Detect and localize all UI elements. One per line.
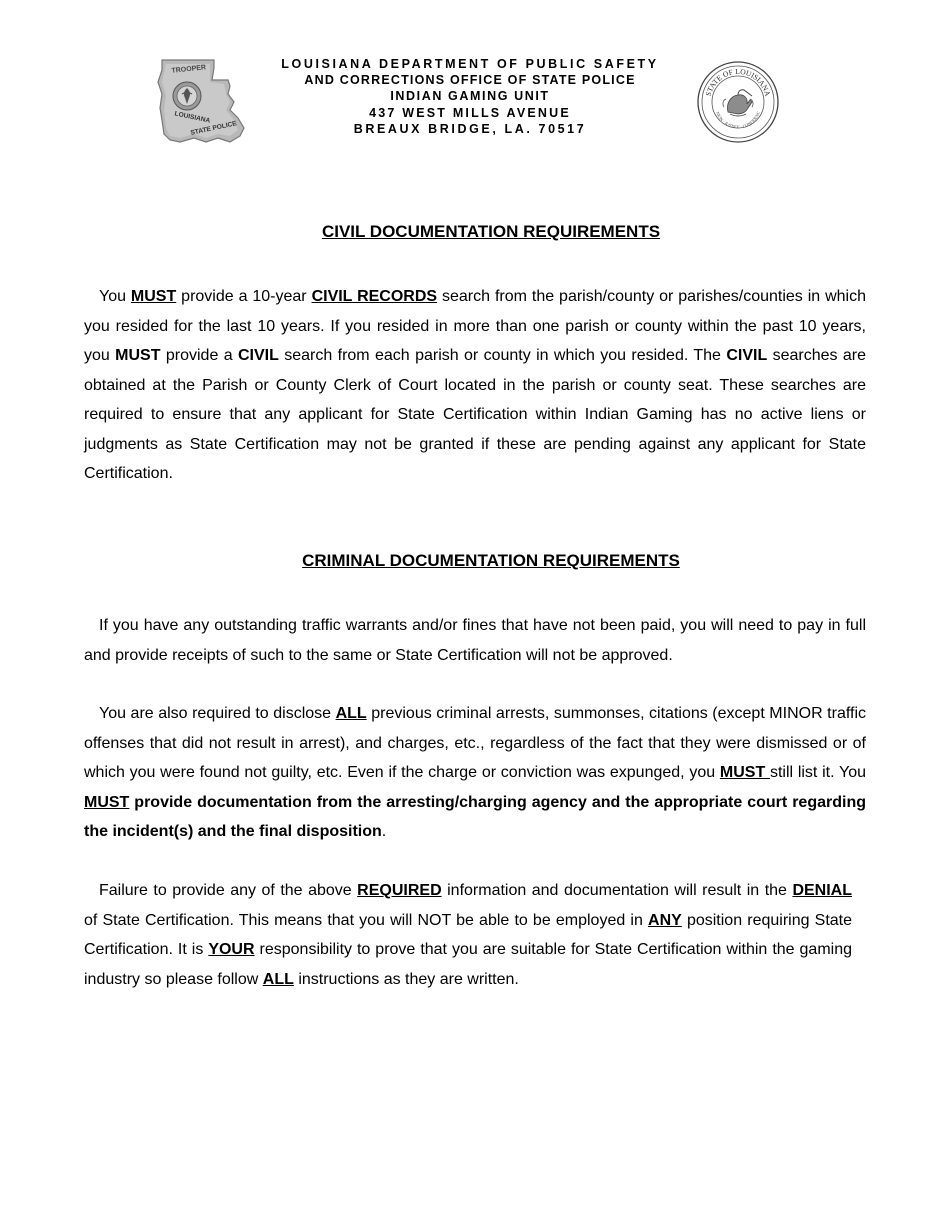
emphasis-denial: DENIAL — [792, 882, 852, 899]
text-run: . — [381, 823, 387, 840]
letterhead-line: AND CORRECTIONS OFFICE OF STATE POLICE — [304, 73, 636, 88]
criminal-paragraph-disclosure — [84, 699, 866, 847]
text-run: still list it. You — [769, 764, 867, 781]
text-run: information and documentation will result in the — [441, 882, 793, 899]
letterhead-line: BREAUX BRIDGE, LA. 70517 — [353, 121, 587, 136]
text-run: Failure to provide any of the above — [99, 882, 358, 899]
text-run: provide a 10-year — [176, 288, 312, 305]
text-run: provide a — [160, 347, 238, 364]
emphasis-civil-records: CIVIL RECORDS — [311, 288, 438, 305]
letterhead-address — [255, 56, 685, 137]
state-of-louisiana-seal — [696, 60, 780, 144]
criminal-paragraph-failure — [84, 876, 852, 994]
emphasis-civil: CIVIL — [726, 347, 768, 364]
emphasis-must: MUST — [130, 288, 177, 305]
emphasis-documentation: provide documentation from the arresting/charging agency and the appropriate court regarding the incident(s) and the final disposition — [84, 793, 866, 840]
badge-text-mid: LOUISIANA — [173, 110, 211, 125]
state-police-badge-logo — [156, 58, 246, 144]
emphasis-must: MUST — [84, 793, 130, 811]
emphasis-must: MUST — [719, 764, 770, 781]
letterhead-line: 437 WEST MILLS AVENUE — [369, 105, 571, 120]
badge-text-bottom: STATE POLICE — [189, 120, 238, 137]
text-run: search from the parish/county or parishes/counties in which you resided for the last 10 years. If you resided in more than one parish or county within the past 10 years, you — [84, 288, 866, 364]
emphasis-your: YOUR — [208, 941, 255, 958]
text-run: previous criminal arrests, summonses, citations (except MINOR traffic offenses that did not result in arrest), and charges, etc., regardless of the fact that they were dismissed or of which you were found not guilty, etc. Even if the charge or conviction was expunged, you — [84, 705, 867, 781]
text-run: You are also required to disclose — [99, 705, 336, 722]
emphasis-civil: CIVIL — [237, 347, 279, 364]
text-run: instructions as they are written. — [293, 970, 519, 988]
emphasis-all: ALL — [335, 705, 367, 722]
criminal-section-title: CRIMINAL DOCUMENTATION REQUIREMENTS — [302, 551, 680, 570]
text-run: position requiring State Certification. It is — [84, 911, 853, 958]
badge-text-top: TROOPER — [171, 64, 207, 75]
civil-section-title: CIVIL DOCUMENTATION REQUIREMENTS — [321, 222, 661, 241]
text-run: of State Certification. This means that you will NOT be able to be employed in — [84, 911, 649, 929]
seal-motto-text: NION · JUSTICE · CONFIDENC — [715, 110, 761, 130]
emphasis-all: ALL — [262, 970, 294, 988]
emphasis-must: MUST — [115, 347, 161, 364]
text-run: You — [99, 288, 131, 305]
text-run: search from each parish or county in which you resided. The — [278, 347, 727, 364]
letterhead-line: INDIAN GAMING UNIT — [390, 89, 550, 104]
emphasis-any: ANY — [648, 911, 682, 929]
criminal-paragraph-warrants — [84, 611, 866, 670]
letterhead-line: LOUISIANA DEPARTMENT OF PUBLIC SAFETY — [281, 57, 659, 71]
civil-paragraph — [84, 282, 866, 489]
emphasis-required: REQUIRED — [357, 882, 442, 899]
text-run: searches are obtained at the Parish or County Clerk of Court located in the parish or county seat. These searches are required to ensure that any applicant for State Certification within Indian Gaming has no active liens or judgments as State Certification may not be granted if these are pending against any applicant for State Certification. — [84, 347, 867, 482]
text-run: If you have any outstanding traffic warrants and/or fines that have not been paid, you will need to pay in full and provide receipts of such to the same or State Certification will not be approved. — [84, 617, 866, 664]
text-run: responsibility to prove that you are suitable for State Certification within the gaming industry so please follow — [84, 941, 853, 988]
seal-ring-text: STATE OF LOUISIANA — [703, 66, 773, 98]
